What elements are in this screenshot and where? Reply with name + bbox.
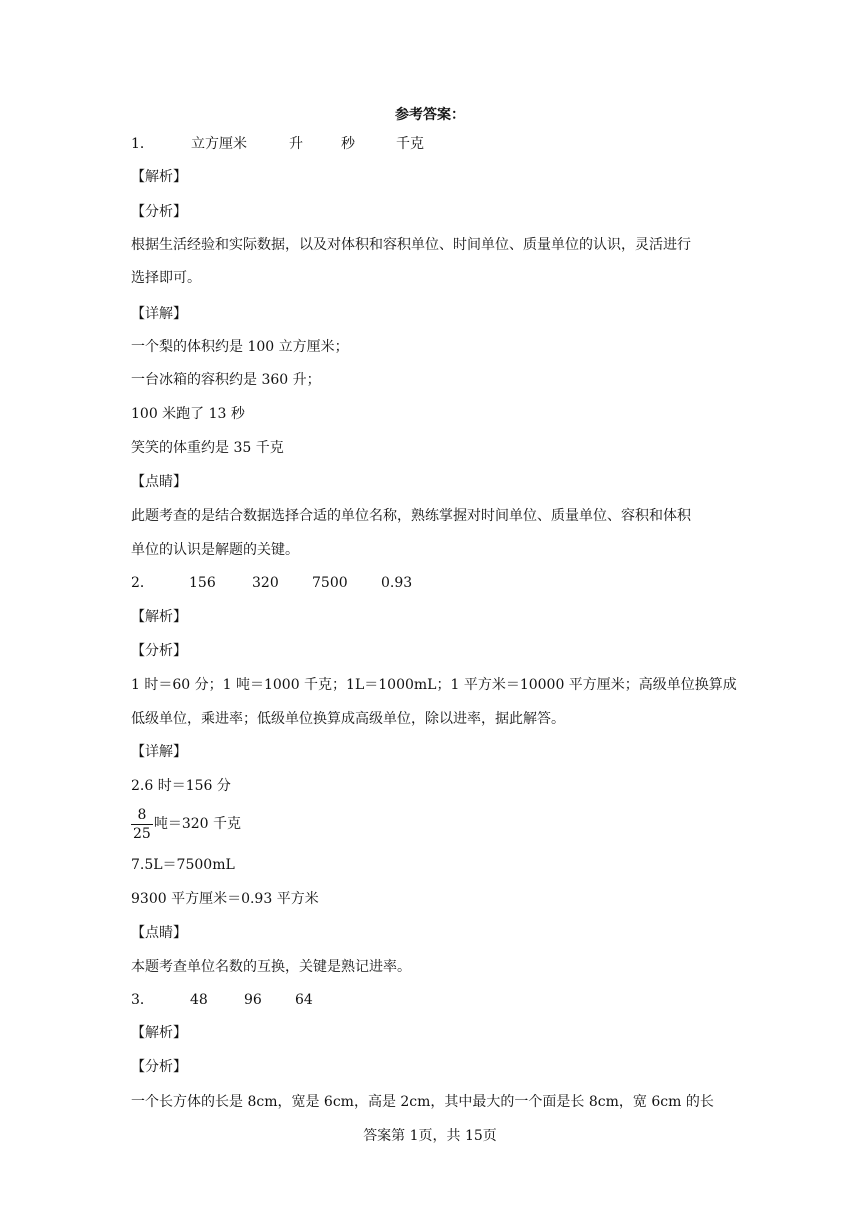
- q2-dianjing-heading: 【点睛】: [131, 925, 187, 941]
- q1-jiexi-heading: 【解析】: [131, 169, 187, 185]
- q1-comment-line-2: 单位的认识是解题的关键。: [131, 542, 299, 558]
- q1-number: 1．: [131, 136, 154, 152]
- q3-answer-3: 64: [295, 992, 313, 1008]
- q1-analysis-line-2: 选择即可。: [131, 270, 201, 286]
- q1-xiangjie-heading: 【详解】: [131, 306, 187, 322]
- q1-answer-row: [131, 134, 424, 154]
- q2-answer-1: 156: [189, 575, 216, 591]
- q2-detail-1: 2.6 时＝156 分: [131, 778, 231, 794]
- q2-analysis-line-2: 低级单位，乘进率；低级单位换算成高级单位，除以进率，据此解答。: [131, 711, 565, 727]
- q2-answer-2: 320: [252, 575, 279, 591]
- q2-answer-row: [131, 573, 412, 593]
- q2-analysis-line-1: 1 时＝60 分；1 吨＝1000 千克；1L＝1000mL；1 平方米＝10000 平方厘米；高级单位换算成: [131, 677, 737, 693]
- q3-fenxi-heading: 【分析】: [131, 1059, 187, 1075]
- fraction-denominator: 25: [133, 825, 151, 842]
- q3-answer-row: [131, 990, 313, 1010]
- q1-answer-3: 秒: [341, 136, 355, 152]
- q2-jiexi-heading: 【解析】: [131, 609, 187, 625]
- q3-number: 3．: [131, 992, 154, 1008]
- q1-fenxi-heading: 【分析】: [131, 204, 187, 220]
- q1-detail-2: 一台冰箱的容积约是 360 升；: [131, 372, 321, 388]
- fraction: [131, 806, 153, 843]
- q2-fenxi-heading: 【分析】: [131, 643, 187, 659]
- q3-jiexi-heading: 【解析】: [131, 1025, 187, 1041]
- q1-answer-1: 立方厘米: [191, 136, 247, 152]
- q3-answer-2: 96: [244, 992, 262, 1008]
- q1-detail-3: 100 米跑了 13 秒: [131, 406, 245, 422]
- q2-xiangjie-heading: 【详解】: [131, 744, 187, 760]
- q2-detail-3: 7.5L＝7500mL: [131, 857, 235, 873]
- fraction-numerator: 8: [131, 806, 153, 825]
- q2-comment: 本题考查单位名数的互换，关键是熟记进率。: [131, 959, 411, 975]
- q3-analysis-line-1: 一个长方体的长是 8cm，宽是 6cm，高是 2cm，其中最大的一个面是长 8cm，宽 6cm 的长: [131, 1094, 714, 1110]
- q2-answer-4: 0.93: [381, 575, 413, 591]
- page-title: 参考答案：: [395, 107, 465, 123]
- q1-answer-4: 千克: [396, 136, 424, 152]
- q1-answer-2: 升: [289, 136, 303, 152]
- q1-dianjing-heading: 【点睛】: [131, 474, 187, 490]
- q2-number: 2．: [131, 575, 154, 591]
- q1-detail-4: 笑笑的体重约是 35 千克: [131, 440, 284, 456]
- q1-comment-line-1: 此题考查的是结合数据选择合适的单位名称，熟练掌握对时间单位、质量单位、容积和体积: [131, 508, 691, 524]
- q1-analysis-line-1: 根据生活经验和实际数据，以及对体积和容积单位、时间单位、质量单位的认识，灵活进行: [131, 237, 691, 253]
- q2-detail-2-text: 吨＝320 千克: [153, 816, 241, 832]
- q1-detail-1: 一个梨的体积约是 100 立方厘米；: [131, 339, 349, 355]
- q2-answer-3: 7500: [312, 575, 348, 591]
- q2-detail-4: 9300 平方厘米＝0.93 平方米: [131, 891, 319, 907]
- page-footer: 答案第 1页，共 15页: [363, 1128, 497, 1144]
- q2-detail-2: [131, 804, 241, 844]
- q3-answer-1: 48: [190, 992, 208, 1008]
